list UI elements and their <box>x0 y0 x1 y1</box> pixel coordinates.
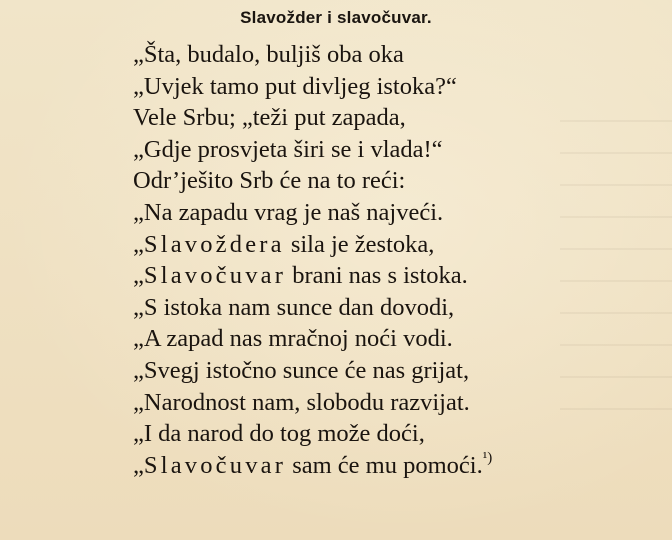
poem-line <box>133 292 492 324</box>
poem-line <box>133 134 492 166</box>
poem-line <box>133 323 492 355</box>
poem-line-text: Vele Srbu; „teži put zapada, <box>133 104 406 132</box>
poem-line-text: Odr’ješito Srb će na to reći: <box>133 167 406 195</box>
poem-line <box>133 418 492 450</box>
poem-body <box>133 39 492 481</box>
footnote-marker: ¹) <box>482 449 493 466</box>
poem-line <box>133 260 492 292</box>
poem-title <box>0 8 672 28</box>
poem-line-text: „Šta, budalo, buljiš oba oka <box>133 41 404 68</box>
poem-line <box>133 71 492 103</box>
poem-line-text: „Gdje prosvjeta širi se i vlada!“ <box>133 135 443 163</box>
spaced-word: Slavočuvar <box>143 451 287 479</box>
poem-line-text: „A zapad nas mračnoj noći vodi. <box>133 325 453 353</box>
poem-title-text: Slavoždеr i slavočuvar. <box>240 8 432 27</box>
poem-line-quote: „ <box>133 451 144 479</box>
poem-line-text: „S istoka nam sunce dan dovodi, <box>133 293 455 321</box>
poem-line-text: sila je žestoka, <box>284 230 435 258</box>
poem-line-text: „Svegj istočno sunce će nas grijat, <box>133 356 470 384</box>
poem-line-text: „Na zapadu vrag je naš najveći. <box>133 198 444 226</box>
poem-line-quote: „ <box>133 230 144 258</box>
poem-line <box>133 355 492 387</box>
poem-line-text: brani nas s istoka. <box>286 262 468 290</box>
poem-line <box>133 39 492 71</box>
poem-line-text: sam će mu pomoći. <box>286 451 483 479</box>
poem-line-text: „Uvjek tamo put divljeg istoka?“ <box>133 72 457 100</box>
bleed-through-texture <box>560 120 672 420</box>
poem-line <box>133 197 492 229</box>
poem-line-quote: „ <box>133 262 144 290</box>
poem-line <box>133 387 492 419</box>
spaced-word: Slavočuvar <box>143 262 287 290</box>
poem-line <box>133 165 492 197</box>
poem-line <box>133 102 492 134</box>
poem-line <box>133 450 492 482</box>
poem-line-text: „I da narod do tog može doći, <box>133 420 425 448</box>
poem-line-text: „Narodnost nam, slobodu razvijat. <box>133 388 470 416</box>
spaced-word: Slavoždera <box>143 230 285 258</box>
poem-line <box>133 229 492 261</box>
